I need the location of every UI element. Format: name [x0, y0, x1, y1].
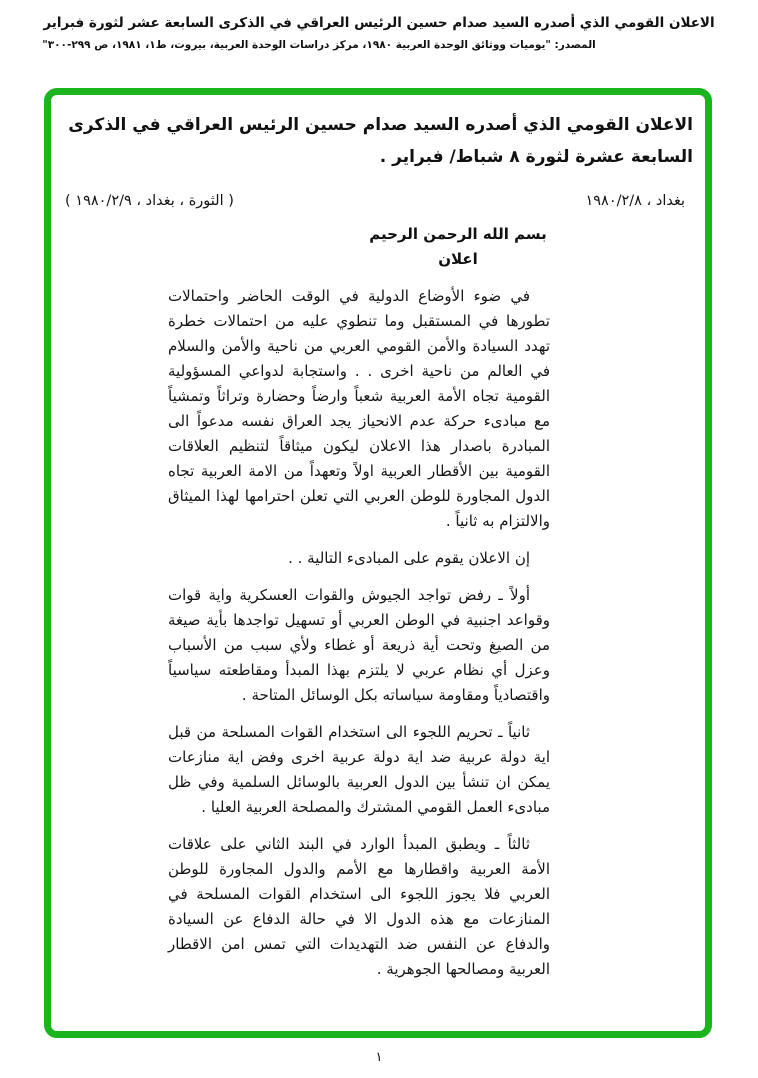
declaration-heading: اعلان	[438, 250, 478, 268]
page-number: ١	[375, 1050, 383, 1065]
paragraph-first-principle: أولاً ـ رفض تواجد الجيوش والقوات العسكرية واية قوات وقواعد اجنبية في الوطن العربي أو تسهيل تواجدها بأية صيغة من الصيغ وتحت أية ذريعة أو غطاء ولأي سبب من الأسباب وعزل أي نظام عربي لا يلتزم بهذا المبدأ ومقاطعته سياسياً واقتصادياً ومقاومة سياساته بكل الوسائل المتاحة .	[168, 586, 550, 704]
dateline-source-ref: ( الثورة ، بغداد ، ١٩٨٠/٢/٩ )	[65, 193, 234, 209]
dateline-place-date: بغداد ، ١٩٨٠/٢/٨	[585, 193, 685, 209]
paragraph-second-principle: ثانياً ـ تحريم اللجوء الى استخدام القوات المسلحة من قبل اية دولة عربية ضد اية دولة عربية اخرى وفض اية منازعات يمكن ان تنشأ بين الدول العربية بالوسائل السلمية وفي ظل مبادىء العمل القومي المشترك والمصلحة العربية العليا .	[168, 723, 550, 816]
paragraph-principles-lead: إن الاعلان يقوم على المبادىء التالية . .	[288, 549, 530, 567]
dateline-row	[63, 193, 693, 209]
paragraph-third-principle: ثالثاً ـ ويطبق المبدأ الوارد في البند الثاني على علاقات الأمة العربية واقطارها مع الأمم والدول المجاورة للوطن العربي فلا يجوز اللجوء الى استخدام القوات المسلحة في المنازعات مع هذه الدول الا في حالة الدفاع عن السيادة والدفاع عن النفس ضد التهديدات التي تمس امن الاقطار العربية ومصالحها الجوهرية .	[168, 835, 550, 978]
page-header	[0, 15, 758, 51]
header-source-citation: المصدر: "يوميات ووثائق الوحدة العربية ١٩٨٠، مركز دراسات الوحدة العربية، بيروت، ط١، ١٩٨١، ص ٢٩٩-٣٠٠"	[42, 39, 596, 51]
basmala-block	[223, 225, 693, 268]
document-body	[168, 284, 550, 982]
paragraph-intro: في ضوء الأوضاع الدولية في الوقت الحاضر واحتمالات تطورها في المستقبل وما تنطوي عليه من احتمالات خطرة تهدد السيادة والأمن القومي العربي من ناحية والأمن والسلام في العالم من ناحية اخرى . . واستجابة لدواعي المسؤولية القومية تجاه الأمة العربية شعباً وارضاً وحضارة وتراثاً وتمشياً مع مبادىء حركة عدم الانحياز يجد العراق نفسه مدعواً الى المبادرة باصدار هذا الاعلان ليكون ميثاقاً لتنظيم العلاقات القومية بين الأقطار العربية اولاً وتعهداً من الامة العربية تجاه الدول المجاورة للوطن العربي التي تعلن احترامها لهذا الميثاق والالتزام به ثانياً .	[168, 287, 550, 530]
document-title: الاعلان القومي الذي أصدره السيد صدام حسين الرئيس العراقي في الذكرى السابعة عشرة لثورة ٨ شباط/ فبراير .	[68, 115, 693, 167]
basmala-text: بسم الله الرحمن الرحيم	[369, 225, 547, 243]
header-title: الاعلان القومي الذي أصدره السيد صدام حسين الرئيس العراقي في الذكرى السابعة عشر لثورة فبراير	[43, 15, 715, 31]
document-box	[44, 88, 712, 1038]
